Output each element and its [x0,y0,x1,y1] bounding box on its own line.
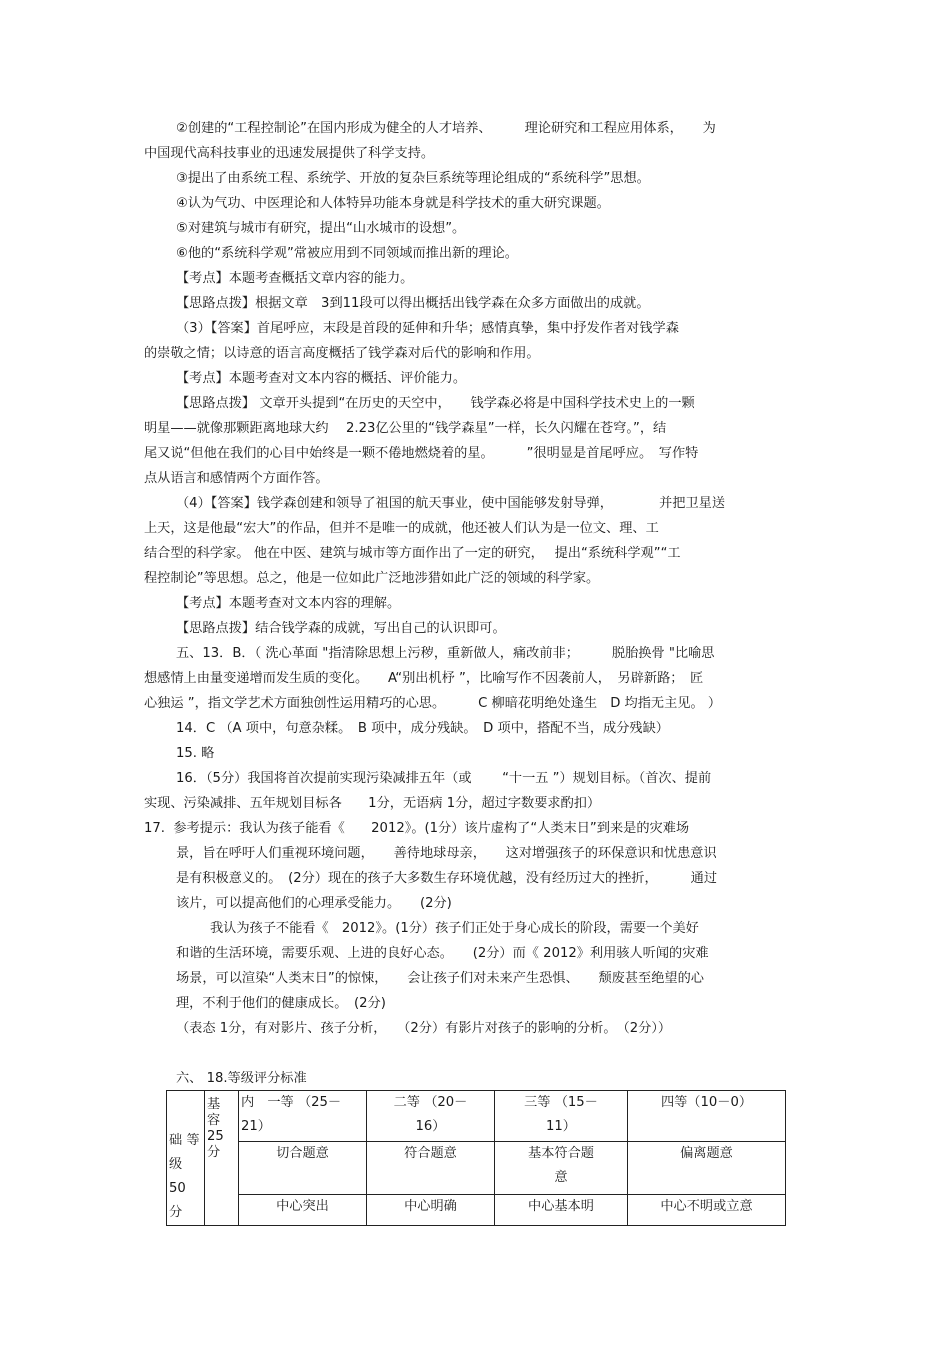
text-line: 明星——就像那颗距离地球大约 2.23亿公里的“钱学森星”一样，长久闪耀在苍穹。”，结 [144,421,667,436]
table-cell: 础 等 级 50 分 [167,1091,205,1226]
table-cell: 偏离题意 [628,1142,786,1194]
text-line: 理，不利于他们的健康成长。 (2分) [176,996,386,1011]
text-line: ⑥他的“系统科学观”常被应用到不同领域而推出新的理论。 [176,246,518,261]
text-line: 场景，可以渲染“人类末日”的惊悚， 会让孩子们对未来产生恐惧、 颓废甚至绝望的心 [176,971,704,986]
text-line: 点从语言和感情两个方面作答。 [144,471,329,486]
text-line: （表态 1分，有对影片、孩子分析， （2分）有影片对孩子的影响的分析。 （2分）） [176,1021,672,1036]
text-line: 结合型的科学家。 他在中医、建筑与城市等方面作出了一定的研究， 提出“系统科学观”“工 [144,546,681,561]
text-line: 是有积极意义的。 (2分）现在的孩子大多数生存环境优越，没有经历过大的挫折， 通过 [176,871,718,886]
table-header-cell: 三等 （15－ 11） [495,1091,628,1142]
text-line: ④认为气功、中医理论和人体特异功能本身就是科学技术的重大研究课题。 [176,196,610,211]
text-line: 15. 略 [176,746,215,761]
text-line: ③提出了由系统工程、系统学、开放的复杂巨系统等理论组成的“系统科学”思想。 [176,171,650,186]
text-line: 17. 参考提示：我认为孩子能看《 2012》。(1分）该片虚构了“人类末日”到来是的灾难场 [144,821,690,836]
text-line: 五、13．B．（ 洗心革面 "指清除思想上污秽，重新做人，痛改前非； 脱胎换骨 "比喻思 [176,646,715,661]
table-cell: 中心不明或立意 [628,1194,786,1225]
text-line: 的崇敬之情；以诗意的语言高度概括了钱学森对后代的影响和作用。 [144,346,540,361]
text-line: 【考点】本题考查对文本内容的理解。 [176,596,401,611]
table-header-cell: 二等 （20－ 16） [367,1091,495,1142]
text-line: 心独运 ”，指文学艺术方面独创性运用精巧的心思。 C 柳暗花明绝处逢生 D 均指无主见。 ） [144,696,722,711]
text-line: 实现、污染减排、五年规划目标各 1分，无语病 1分，超过字数要求酌扣） [144,796,601,811]
table-cell: 基 容 25 分 [205,1091,239,1226]
table-cell: 中心基本明 [495,1194,628,1225]
text-line: ⑤对建筑与城市有研究，提出“山水城市的设想”。 [176,221,466,236]
text-line: 【考点】本题考查对文本内容的概括、评价能力。 [176,371,467,386]
grading-table [166,1090,786,1226]
text-line: 景，旨在呼吁人们重视环境问题， 善待地球母亲， 这对增强孩子的环保意识和忧患意识 [176,846,717,861]
text-line: 中国现代高科技事业的迅速发展提供了科学支持。 [144,146,435,161]
text-line: 该片，可以提高他们的心理承受能力。 (2分) [176,896,452,911]
text-line: 【思路点拨】根据文章 3到11段可以得出概括出钱学森在众多方面做出的成就。 [176,296,650,311]
text-line: 【考点】本题考查概括文章内容的能力。 [176,271,414,286]
table-header-cell: 四等（10－0） [628,1091,786,1142]
text-line: 想感情上由量变递增而发生质的变化。 A“别出机杼 ”，比喻写作不因袭前人， 另辟新路； 匠 [144,671,704,686]
section-heading: 六、 18.等级评分标准 [176,1071,307,1086]
text-line: 【思路点拨】 文章开头提到“在历史的天空中， 钱学森必将是中国科学技术史上的一颗 [176,396,695,411]
table-cell: 符合题意 [367,1142,495,1194]
text-line: 和谐的生活环境，需要乐观、上进的良好心态。 (2分）而《 2012》利用骇人听闻的灾难 [176,946,709,961]
table-cell: 中心明确 [367,1194,495,1225]
text-line: 我认为孩子不能看《 2012》。(1分）孩子们正处于身心成长的阶段，需要一个美好 [210,921,699,936]
text-line: （3）【答案】首尾呼应，末段是首段的延伸和升华；感情真挚，集中抒发作者对钱学森 [176,321,679,336]
text-line: 上天，这是他最“宏大”的作品，但并不是唯一的成就，他还被人们认为是一位文、理、工 [144,521,659,536]
text-line: 14．C （A 项中，句意杂糅。 B 项中，成分残缺。 D 项中，搭配不当，成分残缺） [176,721,669,736]
table-cell: 中心突出 [239,1194,367,1225]
text-line: ②创建的“工程控制论”在国内形成为健全的人才培养、 理论研究和工程应用体系， 为 [176,121,716,136]
text-line: 16．（5分）我国将首次提前实现污染减排五年（或 “十一五 ”）规划目标。（首次、提前 [176,771,712,786]
text-line: （4）【答案】钱学森创建和领导了祖国的航天事业，使中国能够发射导弹， 并把卫星送 [176,496,726,511]
text-line: 尾又说“但他在我们的心目中始终是一颗不倦地燃烧着的星。 ”很明显是首尾呼应。 写作特 [144,446,699,461]
text-line: 程控制论”等思想。总之，他是一位如此广泛地涉猎如此广泛的领域的科学家。 [144,571,600,586]
text-line: 【思路点拨】结合钱学森的成就，写出自己的认识即可。 [176,621,506,636]
table-header-cell: 内 一等 （25－ 21） [239,1091,367,1142]
table-cell: 切合题意 [239,1142,367,1194]
table-cell: 基本符合题 意 [495,1142,628,1194]
